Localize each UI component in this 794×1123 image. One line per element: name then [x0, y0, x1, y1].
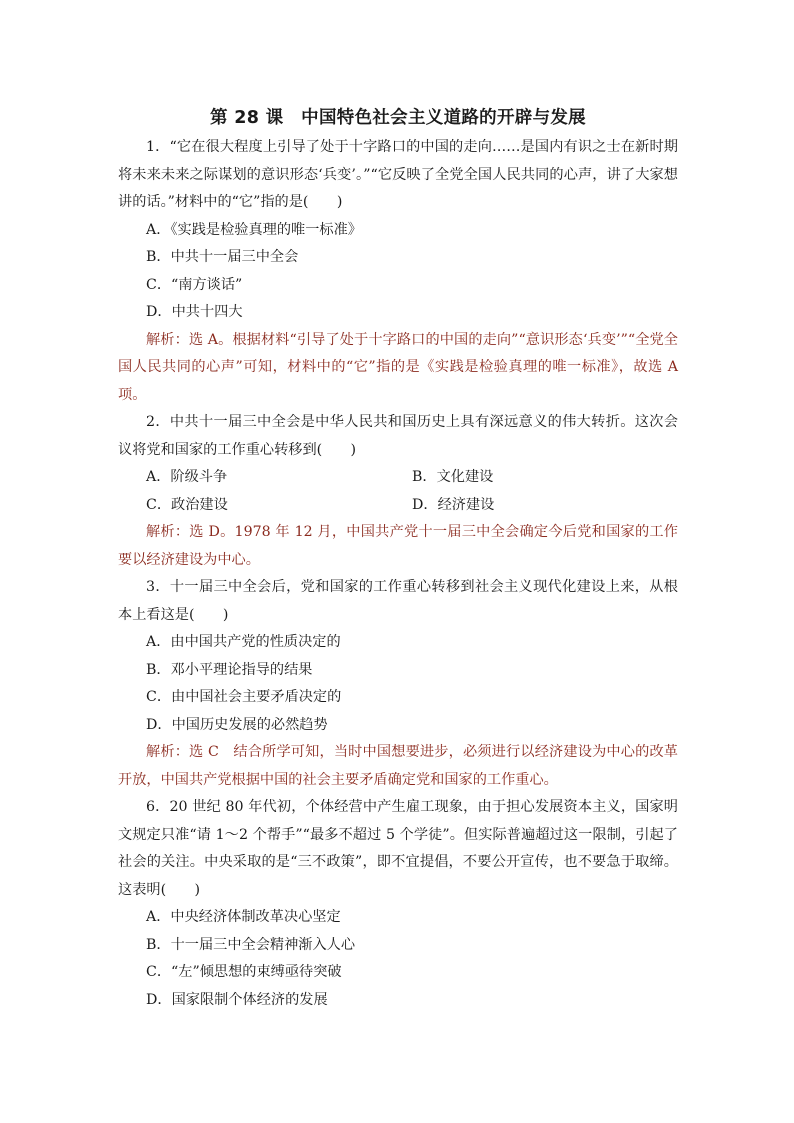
- option-c: C．由中国社会主要矛盾决定的: [146, 689, 342, 705]
- option-c: C．“南方谈话”: [146, 276, 243, 293]
- option-row: [118, 492, 678, 520]
- answer-explanation: 解析：选 C 结合所学可知，当时中国想要进步，必须进行以经济建设为中心的改革开放，中国共产党根据中国的社会主要矛盾确定党和国家的工作重心。: [118, 744, 678, 788]
- option-c: C．“左”倾思想的束缚亟待突破: [146, 964, 342, 980]
- option-b: B．文化建设: [412, 469, 494, 485]
- option-a: A．《实践是检验真理的唯一标准》: [146, 221, 362, 238]
- option-d: D．中国历史发展的必然趋势: [146, 716, 328, 733]
- option-b: B．十一届三中全会精神渐入人心: [146, 936, 356, 953]
- question-stem: 1．“它在很大程度上引导了处于十字路口的中国的走向……是国内有识之士在新时期将未来未来之际谋划的意识形态‘兵变’。”“它反映了全党全国人民共同的心声，讲了大家想讲的话。”材料中的“它”指的是( ): [118, 139, 678, 210]
- page-title: 第 28 课 中国特色社会主义道路的开辟与发展: [210, 108, 586, 128]
- option-d: D．国家限制个体经济的发展: [146, 991, 328, 1008]
- option-d: D．经济建设: [412, 496, 495, 513]
- answer-explanation: 解析：选 A。根据材料“引导了处于十字路口的中国的走向”“意识形态‘兵变’”“全党全国人民共同的心声”可知，材料中的“它”指的是《实践是检验真理的唯一标准》，故选 A 项。: [118, 331, 678, 403]
- question-2: [118, 409, 678, 574]
- question-1: [118, 134, 678, 409]
- question-3: [118, 574, 678, 794]
- option-a: A．中央经济体制改革决心坚定: [146, 909, 341, 925]
- answer-explanation: 解析：选 D。1978 年 12 月，中国共产党十一届三中全会确定今后党和国家的工作要以经济建设为中心。: [118, 524, 678, 568]
- question-stem: 6．20 世纪 80 年代初，个体经营中产生雇工现象，由于担心发展资本主义，国家明文规定只准“请 1～2 个帮手”“最多不超过 5 个学徒”。但实际普遍超过这一限制，引起了社会的关注。中央采取的是“三不政策”，即不宜提倡，不要公开宣传，也不要急于取缔。这表明( ): [118, 799, 678, 898]
- option-a: A．由中国共产党的性质决定的: [146, 634, 341, 650]
- document-page: [118, 96, 678, 1014]
- option-d: D．中共十四大: [146, 304, 243, 320]
- question-stem: 3．十一届三中全会后，党和国家的工作重心转移到社会主义现代化建设上来，从根本上看这是( ): [118, 579, 678, 623]
- option-a: A．阶级斗争: [146, 469, 228, 485]
- option-b: B．邓小平理论指导的结果: [146, 661, 313, 678]
- question-stem: 2．中共十一届三中全会是中华人民共和国历史上具有深远意义的伟大转折。这次会议将党和国家的工作重心转移到( ): [118, 414, 678, 458]
- option-b: B．中共十一届三中全会: [146, 249, 299, 265]
- option-c: C．政治建设: [146, 496, 228, 513]
- option-row: [118, 464, 678, 492]
- question-6: [118, 794, 678, 1014]
